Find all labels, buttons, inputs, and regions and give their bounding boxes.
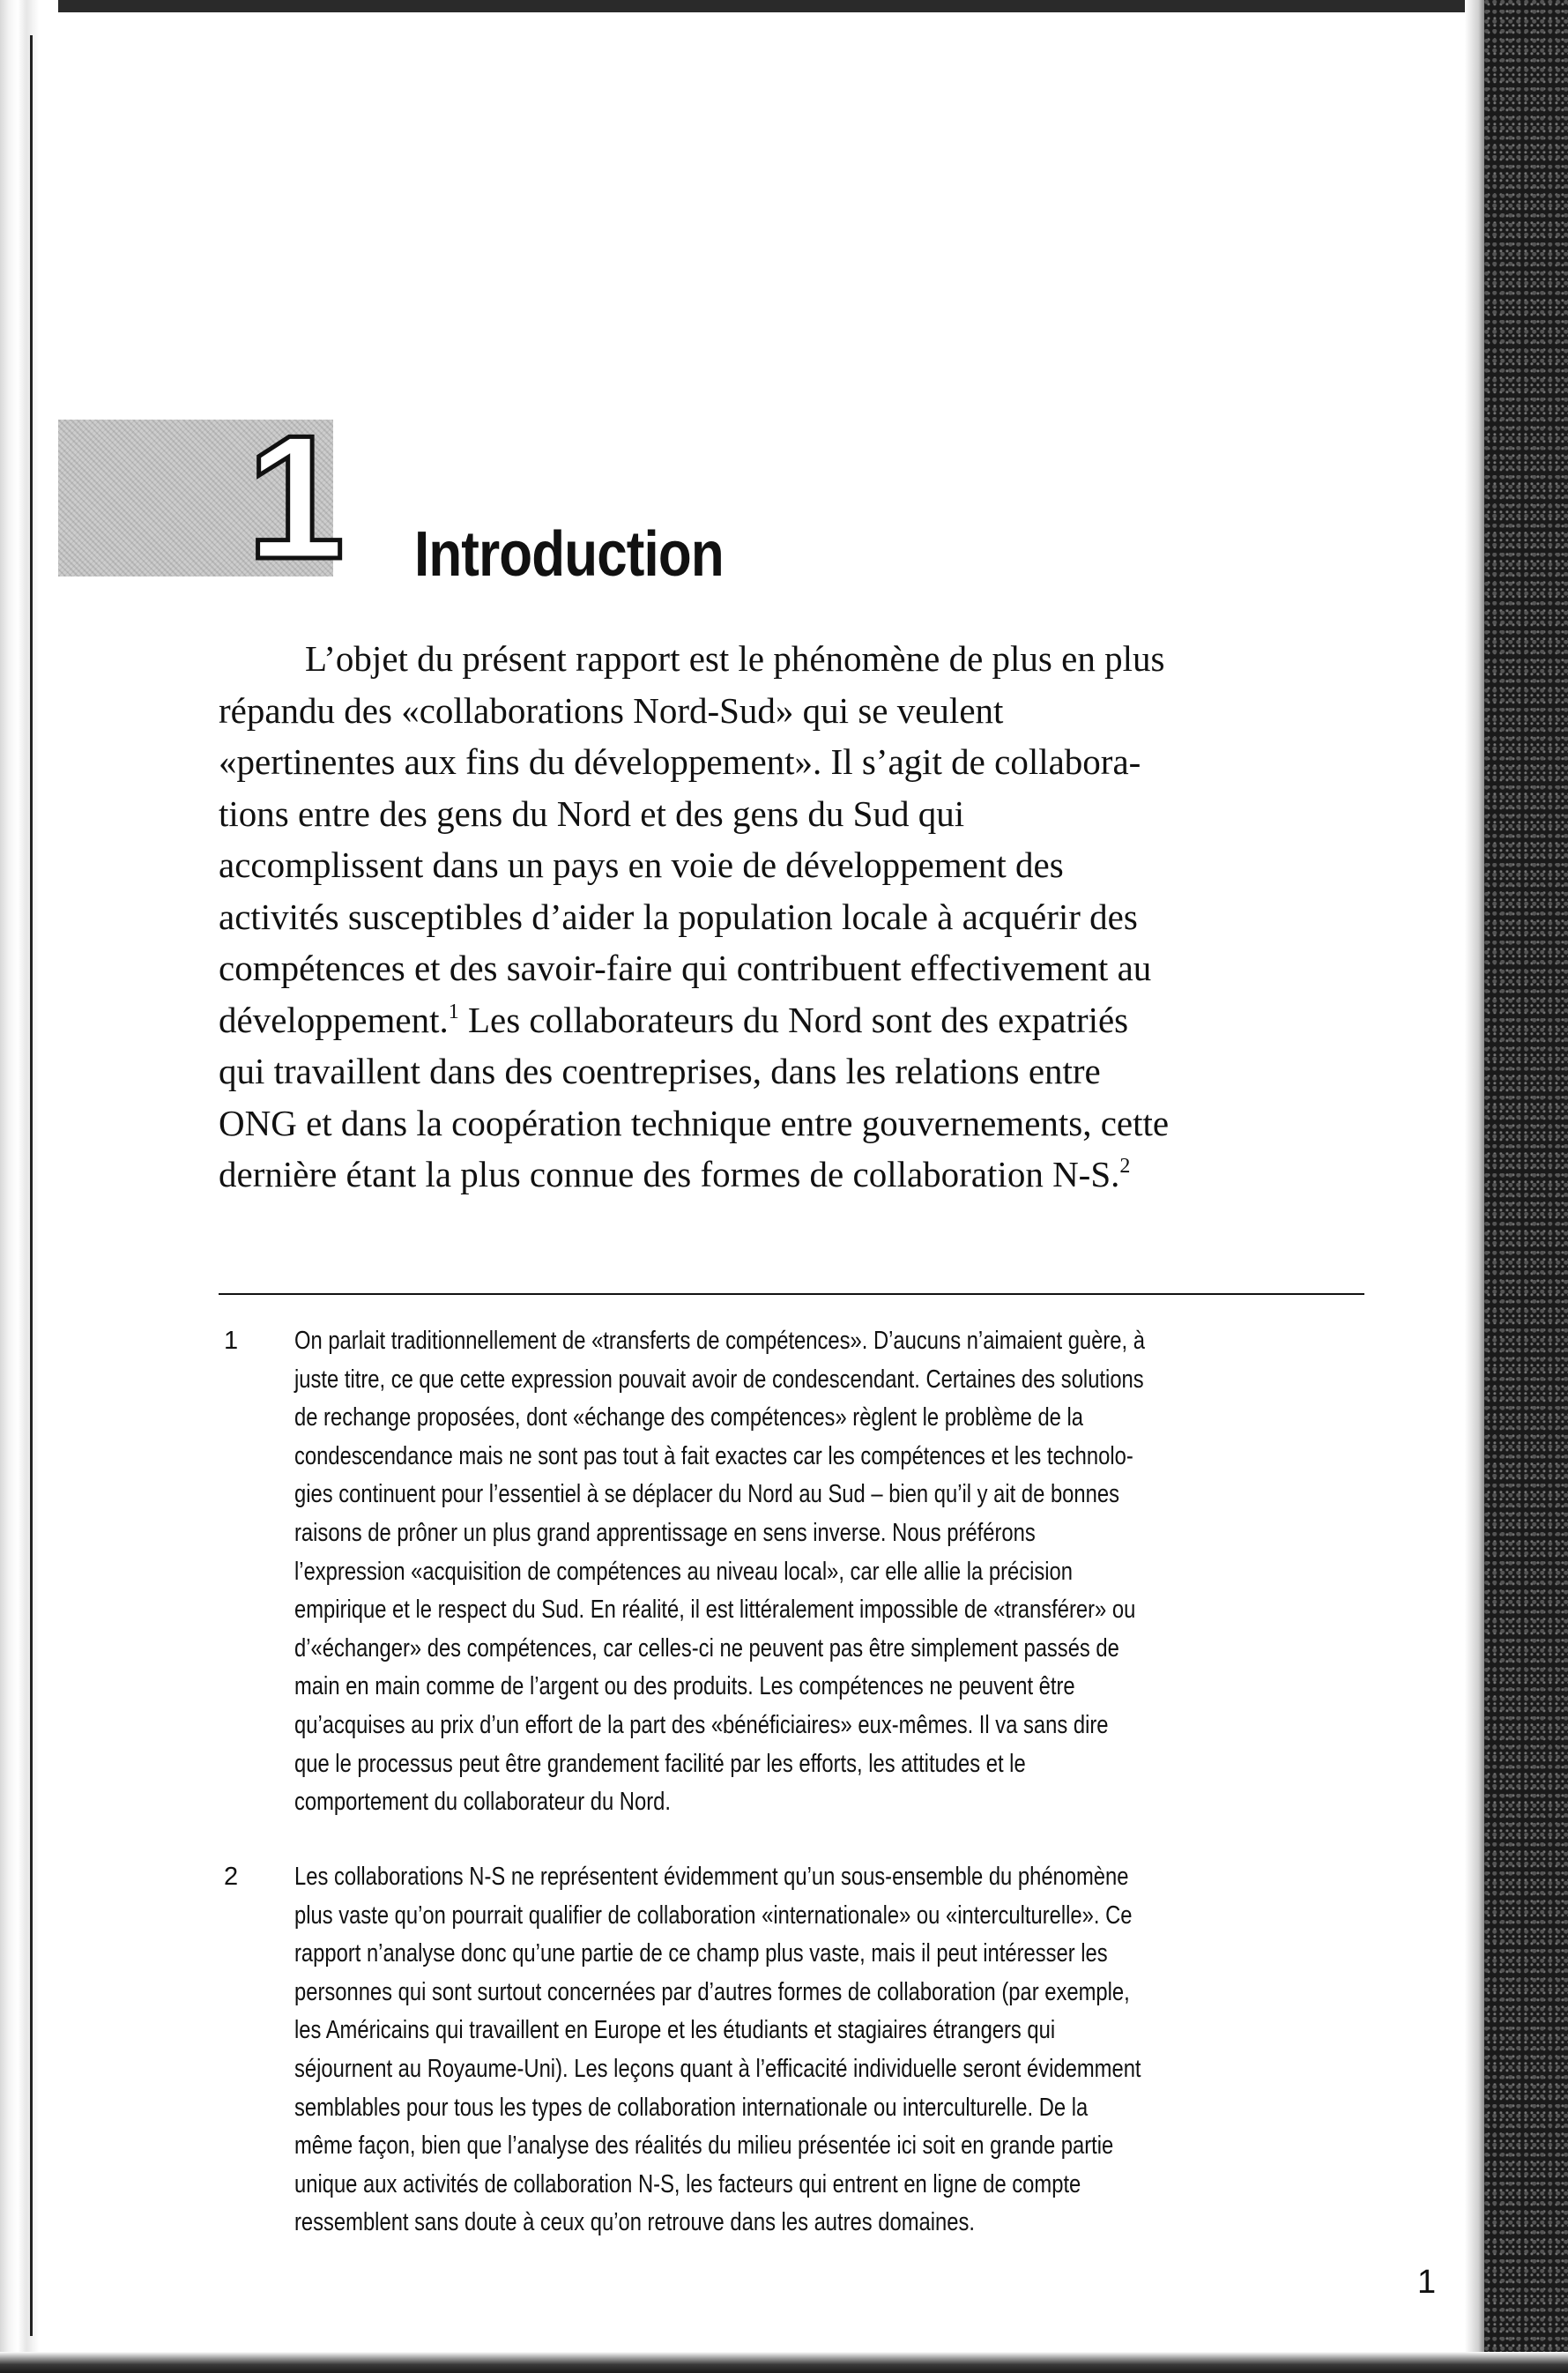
footnote-line: les Américains qui travaillent en Europe et les étudiants et stagiaires étrangers qui <box>294 2016 1056 2045</box>
body-line-segment: développement. <box>219 999 449 1040</box>
footnote-line: d’«échanger» des compétences, car celles-ci ne peuvent pas être simplement passés de <box>294 1633 1119 1663</box>
footnote-line: condescendance mais ne sont pas tout à fait exactes car les compétences et les technolo- <box>294 1441 1133 1470</box>
body-line <box>219 1149 1356 1201</box>
page-number: 1 <box>1417 2264 1437 2301</box>
chapter-number: 1 <box>247 399 346 596</box>
footnote-line: unique aux activités de collaboration N-S, les facteurs qui entrent en ligne de compte <box>294 2169 1081 2198</box>
body-line <box>219 994 1356 1046</box>
footnote-number: 2 <box>224 1863 239 1891</box>
footnote-line: personnes qui sont surtout concernées par d’autres formes de collaboration (par exemple, <box>294 1977 1130 2006</box>
footnote-ref-2[interactable]: 2 <box>1119 1155 1131 1178</box>
body-line: ONG et dans la coopération technique entre gouvernements, cette <box>219 1102 1170 1143</box>
footnote-line: gies continuent pour l’essentiel à se déplacer du Nord au Sud – bien qu’il y ait de bonnes <box>294 1480 1119 1509</box>
chapter-title: Introduction <box>414 519 724 590</box>
binding-line <box>30 35 33 2336</box>
body-line: activités susceptibles d’aider la population locale à acquérir des <box>219 896 1138 937</box>
footnote-text <box>294 1322 1387 1822</box>
body-paragraph <box>219 633 1356 1201</box>
footnote-line: empirique et le respect du Sud. En réalité, il est littéralement impossible de «transférer» ou <box>294 1596 1136 1625</box>
footnote-line: juste titre, ce que cette expression pouvait avoir de condescendant. Certaines des solutions <box>294 1365 1144 1394</box>
scan-left-edge <box>0 0 58 2373</box>
scan-top-edge <box>0 0 1568 12</box>
footnote-line: de rechange proposées, dont «échange des compétences» règlent le problème de la <box>294 1403 1084 1432</box>
scan-bottom-edge <box>0 2352 1568 2373</box>
body-line: accomplissent dans un pays en voie de développement des <box>219 844 1064 885</box>
footnote-text <box>294 1858 1387 2243</box>
footnote-line: l’expression «acquisition de compétences au niveau local», car elle allie la précision <box>294 1557 1074 1586</box>
scan-right-edge <box>1484 0 1568 2373</box>
footnote-line: plus vaste qu’on pourrait qualifier de collaboration «internationale» ou «interculturelle». Ce <box>294 1901 1133 1930</box>
footnote-line: que le processus peut être grandement facilité par les efforts, les attitudes et le <box>294 1749 1026 1778</box>
footnote-number: 1 <box>224 1327 239 1355</box>
footnote-line: Les collaborations N-S ne représentent évidemment qu’un sous-ensemble du phénomène <box>294 1863 1129 1891</box>
footnote-separator <box>219 1293 1364 1295</box>
footnote-line: rapport n’analyse donc qu’une partie de ce champ plus vaste, mais il peut intéresser les <box>294 1939 1108 1968</box>
body-line: répandu des «collaborations Nord-Sud» qui se veulent <box>219 689 1004 731</box>
body-line: tions entre des gens du Nord et des gens du Sud qui <box>219 792 965 834</box>
footnote-line: semblables pour tous les types de collaboration internationale ou interculturelle. De la <box>294 2093 1089 2122</box>
footnote-line: qu’acquises au prix d’un effort de la part des «bénéficiaires» eux-mêmes. Il va sans dire <box>294 1710 1109 1739</box>
footnote-line: comportement du collaborateur du Nord. <box>294 1788 671 1817</box>
footnote-line: même façon, bien que l’analyse des réalités du milieu présentée ici soit en grande partie <box>294 2131 1114 2161</box>
body-line-segment: Les collaborateurs du Nord sont des expatriés <box>458 999 1129 1040</box>
body-line-segment: dernière étant la plus connue des formes de collaboration N-S. <box>219 1154 1120 1194</box>
footnote-line: On parlait traditionnellement de «transferts de compétences». D’aucuns n’aimaient guère, à <box>294 1327 1145 1355</box>
footnote-line: ressemblent sans doute à ceux qu’on retrouve dans les autres domaines. <box>294 2208 975 2237</box>
body-line: «pertinentes aux fins du développement». Il s’agit de collabora- <box>219 741 1141 782</box>
footnote-line: raisons de prôner un plus grand apprentissage en sens inverse. Nous préférons <box>294 1518 1036 1547</box>
footnote-line: séjournent au Royaume-Uni). Les leçons quant à l’efficacité individuelle seront évidemment <box>294 2054 1141 2083</box>
footnote-ref-1[interactable]: 1 <box>448 1000 459 1023</box>
body-line: qui travaillent dans des coentreprises, dans les relations entre <box>219 1051 1101 1091</box>
footnote-line: main en main comme de l’argent ou des produits. Les compétences ne peuvent être <box>294 1672 1075 1701</box>
body-line: compétences et des savoir-faire qui contribuent effectivement au <box>219 948 1152 988</box>
page-fold-shadow <box>1465 0 1484 2373</box>
body-line: L’objet du présent rapport est le phénomène de plus en plus <box>305 638 1165 679</box>
